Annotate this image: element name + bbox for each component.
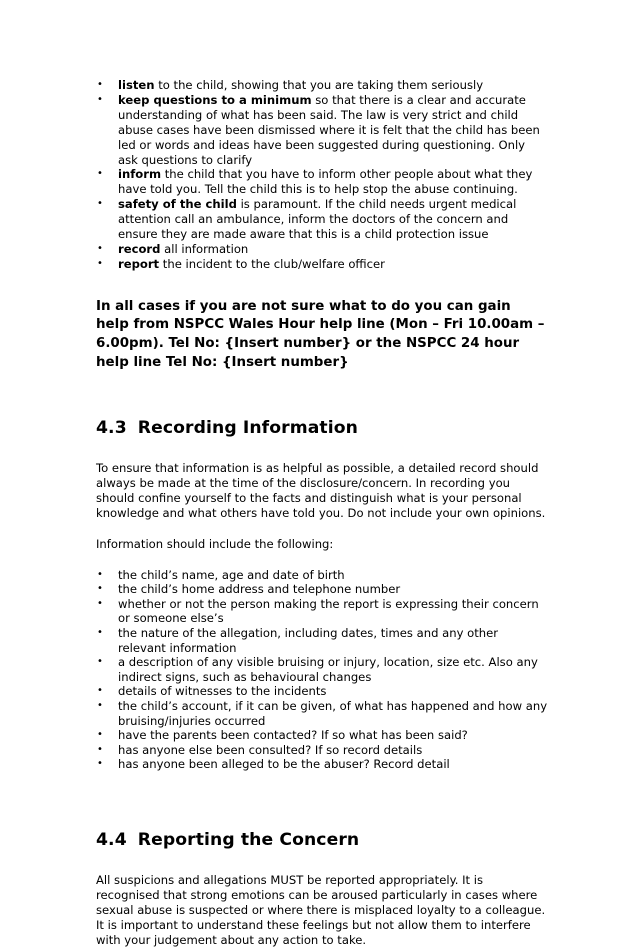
list-item bbox=[96, 257, 548, 272]
bullet-lead-term: keep questions to a minimum bbox=[118, 92, 312, 107]
spacer bbox=[96, 552, 548, 568]
spacer bbox=[96, 272, 548, 298]
responding-bullet-list bbox=[96, 78, 548, 272]
bullet-lead-term: report bbox=[118, 256, 160, 271]
section-heading-4-3 bbox=[96, 418, 548, 439]
section-number: 4.4 bbox=[96, 830, 127, 850]
list-item bbox=[96, 78, 548, 93]
recording-bullet-list bbox=[96, 568, 548, 772]
recording-list-intro: Information should include the following: bbox=[96, 536, 334, 551]
bullet-text: all information bbox=[160, 241, 249, 256]
list-item: • whether or not the person making the report is expressing their concern or someone else’s bbox=[96, 597, 548, 626]
list-item: • have the parents been contacted? If so what has been said? bbox=[96, 728, 548, 743]
spacer bbox=[96, 772, 548, 830]
reporting-paragraph: All suspicions and allegations MUST be reported appropriately. It is recognised that strong emotions can be aroused particularly in cases where sexual abuse is suspected or where there is misplaced loyalty to a colleague. It is important to understand these feelings but not allow them to interfere with your judgement about any action to take. bbox=[96, 873, 546, 947]
list-item: • the child’s name, age and date of birth bbox=[96, 568, 548, 583]
bullet-lead-term: listen bbox=[118, 78, 155, 92]
document-body bbox=[96, 78, 548, 948]
list-item bbox=[96, 197, 548, 242]
spacer bbox=[96, 521, 548, 537]
list-item: • the child’s home address and telephone number bbox=[96, 582, 548, 597]
list-item bbox=[96, 242, 548, 257]
bullet-lead-term: safety of the child bbox=[118, 197, 237, 212]
section-title: Reporting the Concern bbox=[137, 830, 360, 850]
bullet-lead-term: record bbox=[118, 241, 161, 256]
bullet-text: the child that you have to inform other people about what they have told you. Tell the child this is to help stop the abuse continuing. bbox=[118, 167, 533, 197]
list-item bbox=[96, 167, 548, 197]
section-title: Recording Information bbox=[137, 418, 358, 439]
list-item: • details of witnesses to the incidents bbox=[96, 684, 548, 699]
spacer bbox=[96, 372, 548, 418]
bullet-text: the incident to the club/welfare officer bbox=[159, 256, 385, 271]
list-item: • a description of any visible bruising or injury, location, size etc. Also any indirect signs, such as behavioural changes bbox=[96, 655, 548, 684]
list-item: • has anyone else been consulted? If so record details bbox=[96, 743, 548, 758]
spacer bbox=[96, 439, 548, 461]
section-heading-4-4 bbox=[96, 830, 548, 851]
bullet-lead-term: inform bbox=[118, 167, 162, 182]
list-item: • has anyone been alleged to be the abuser? Record detail bbox=[96, 757, 548, 772]
section-number: 4.3 bbox=[96, 418, 127, 439]
nspcc-help-note: In all cases if you are not sure what to do you can gain help from NSPCC Wales Hour help line (Mon – Fri 10.00am – 6.00pm). Tel No: {Insert number} or the NSPCC 24 hour help line Tel No: {Insert number} bbox=[96, 298, 545, 370]
bullet-text: to the child, showing that you are taking them seriously bbox=[154, 78, 484, 92]
list-item: • the nature of the allegation, including dates, times and any other relevant information bbox=[96, 626, 548, 655]
list-item bbox=[96, 93, 548, 168]
bullet-text: so that there is a clear and accurate understanding of what has been said. The law is very strict and child abuse cases have been dismissed where it is felt that the child has been led or words and ideas have been suggested during questioning. Only ask questions to clarify bbox=[118, 92, 540, 167]
spacer bbox=[96, 851, 548, 873]
bullet-text: is paramount. If the child needs urgent medical attention call an ambulance, inform the doctors of the concern and ensure they are made aware that this is a child protection issue bbox=[118, 197, 517, 242]
recording-intro-paragraph: To ensure that information is as helpful as possible, a detailed record should always be made at the time of the disclosure/concern. In recording you should confine yourself to the facts and distinguish what is your personal knowledge and what others have told you. Do not include your own opinions. bbox=[96, 461, 546, 520]
list-item: • the child’s account, if it can be given, of what has happened and how any bruising/injuries occurred bbox=[96, 699, 548, 728]
